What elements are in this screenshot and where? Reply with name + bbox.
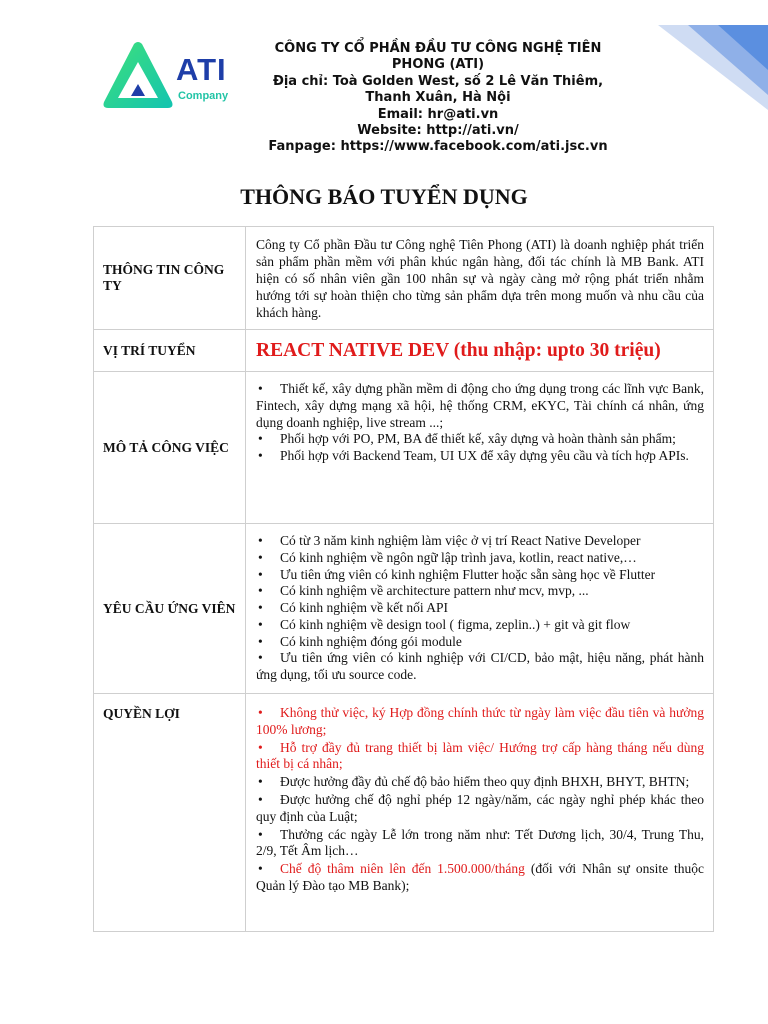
list-item: • Ưu tiên ứng viên có kinh nghiệp với CI/CD, bảo mật, hiệu năng, phát hành ứng dụng, tối ưu source code. xyxy=(256,650,704,683)
company-info-text: Công ty Cổ phần Đầu tư Công nghệ Tiên Phong (ATI) là doanh nghiệp phát triển sản phẩm phần mềm với phân khúc ngân hàng, đối tác chính là MB Bank. ATI hiện có số nhân viên gần 100 nhân sự và ngày càng mở rộng phát triển nhằm hướng tới sự hoàn thiện cho từng sản phẩm dựa trên mong muốn và nhu cầu của khách hàng. xyxy=(246,227,714,330)
list-item: • Thiết kế, xây dựng phần mềm di động cho ứng dụng trong các lĩnh vực Bank, Fintech, xây dựng mạng xã hội, hệ thống CRM, eKYC, Tài chính cá nhân, ứng dụng doanh nghiệp, live stream ...; xyxy=(256,381,704,430)
list-item: • Ưu tiên ứng viên có kinh nghiệm Flutter hoặc sẵn sàng học về Flutter xyxy=(258,566,656,582)
label-position: VỊ TRÍ TUYỂN xyxy=(94,330,246,372)
list-item: • Hỗ trợ đầy đủ trang thiết bị làm việc/ Hướng trợ cấp hàng tháng nếu dùng thiết bị cá nhân; xyxy=(256,739,704,772)
header-address: Địa chỉ: Toà Golden West, số 2 Lê Văn Thiêm, xyxy=(272,73,604,89)
header-fanpage: Fanpage: https://www.facebook.com/ati.jsc.vn xyxy=(268,139,608,155)
table-row xyxy=(94,227,714,330)
list-item: • Có kinh nghiệm về design tool ( figma, zeplin..) + git và git flow xyxy=(258,616,631,632)
table-row xyxy=(94,694,714,932)
list-item: • Có kinh nghiệm đóng gói module xyxy=(258,633,462,649)
list-item: • Thưởng các ngày Lễ lớn trong năm như: Tết Dương lịch, 30/4, Trung Thu, 2/9, Tết Âm lịch… xyxy=(256,826,704,859)
header-line: CÔNG TY CỔ PHẦN ĐẦU TƯ CÔNG NGHỆ TIÊN xyxy=(274,41,602,56)
list-item: • Được hưởng đầy đủ chế độ bảo hiểm theo quy định BHXH, BHYT, BHTN; xyxy=(258,774,690,790)
benefits-list xyxy=(256,705,704,895)
list-item: • Chế độ thâm niên lên đến 1.500.000/tháng (đối với Nhân sự onsite thuộc Quản lý Đào tạo MB Bank); xyxy=(256,861,704,893)
logo-text: ATI xyxy=(176,52,227,87)
label-requirements: YÊU CẦU ỨNG VIÊN xyxy=(94,524,246,694)
corner-decoration xyxy=(658,0,768,110)
list-item: • Có kinh nghiệm về kết nối API xyxy=(258,600,448,616)
list-item: • Có từ 3 năm kinh nghiệm làm việc ở vị trí React Native Developer xyxy=(258,532,641,548)
requirements-list xyxy=(256,533,704,684)
company-header xyxy=(238,41,638,156)
position-value: REACT NATIVE DEV (thu nhập: upto 30 triệu) xyxy=(246,330,714,372)
job-table xyxy=(93,226,714,932)
list-item: • Phối hợp với PO, PM, BA để thiết kế, xây dựng và hoàn thành sản phẩm; xyxy=(258,431,676,447)
table-row xyxy=(94,524,714,694)
list-item: • Được hưởng chế độ nghỉ phép 12 ngày/năm, các ngày nghỉ phép khác theo quy định của Luật; xyxy=(256,791,704,824)
table-row xyxy=(94,330,714,372)
list-item: • Phối hợp với Backend Team, UI UX để xây dựng yêu cầu và tích hợp APIs. xyxy=(258,448,689,464)
label-description: MÔ TẢ CÔNG VIỆC xyxy=(94,372,246,524)
list-item: • Không thử việc, ký Hợp đồng chính thức từ ngày làm việc đầu tiên và hưởng 100% lương; xyxy=(256,705,704,737)
list-item: • Có kinh nghiệm về ngôn ngữ lập trình java, kotlin, react native,… xyxy=(258,549,637,565)
header-email: Email: hr@ati.vn xyxy=(377,106,499,122)
header-website: Website: http://ati.vn/ xyxy=(357,123,519,139)
logo-subtext: Company xyxy=(178,90,229,102)
table-row xyxy=(94,372,714,524)
list-item: • Có kinh nghiệm về architecture pattern như mcv, mvp, ... xyxy=(258,583,589,599)
header-address: Thanh Xuân, Hà Nội xyxy=(365,90,511,106)
document-title: THÔNG BÁO TUYỂN DỤNG xyxy=(240,184,528,209)
description-list xyxy=(256,381,704,465)
label-benefits: QUYỀN LỢI xyxy=(94,694,246,932)
header-line: PHONG (ATI) xyxy=(391,57,485,73)
label-company-info: THÔNG TIN CÔNG TY xyxy=(94,227,246,330)
